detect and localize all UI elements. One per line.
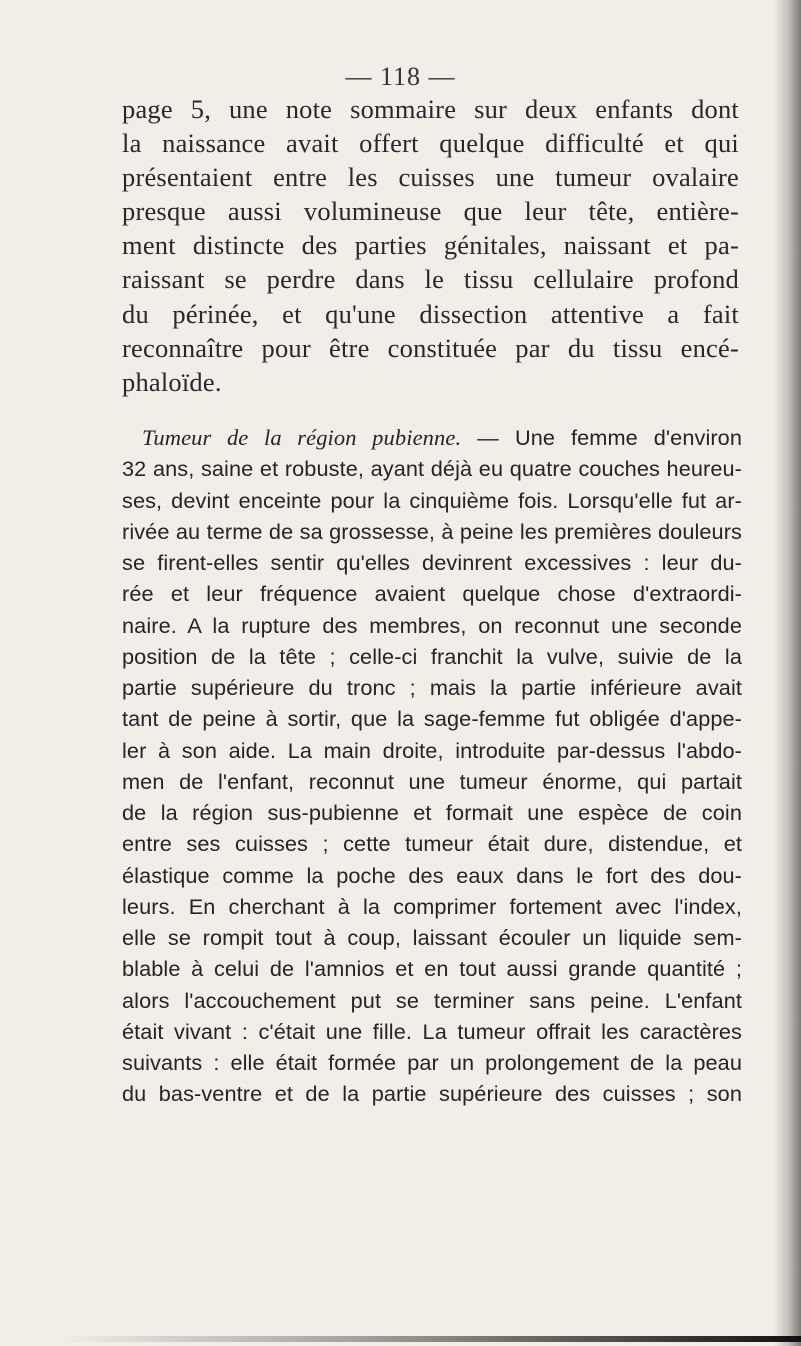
paragraph-2-line: leurs. En cherchant à la comprimer fortement avec l'index, [122,893,742,919]
paragraph-2-line: 32 ans, saine et robuste, ayant déjà eu quatre couches heureu- [122,456,742,482]
paragraph-2-line: men de l'enfant, reconnut une tumeur énorme, qui partait [122,768,742,794]
paragraph-2-line: tant de peine à sortir, que la sage-femme fut obligée d'appe- [122,706,742,732]
paragraph-2-line: se firent-elles sentir qu'elles devinrent excessives : leur du- [122,550,742,575]
paragraph-1-line: reconnaître pour être constituée par du tissu encé- [122,332,739,363]
paragraph-1-line: du périnée, et qu'une dissection attentive a fait [122,298,739,329]
bottom-edge-shadow [60,1336,801,1342]
section-heading: Tumeur de la région pubienne. [142,425,462,450]
paragraph-1-line: présentaient entre les cuisses une tumeur ovalaire [122,162,739,193]
paragraph-2-line: rée et leur fréquence avaient quelque chose d'extraordi- [122,581,742,607]
paragraph-1-line: raissant se perdre dans le tissu cellulaire profond [122,264,739,295]
paragraph-2-line: de la région sus-pubienne et formait une espèce de coin [122,800,742,825]
paragraph-2 [122,422,742,1110]
page-number: — 118 — [345,62,456,91]
paragraph-2-line: suivants : elle était formée par un prolongement de la peau [122,1050,742,1075]
paragraph-2-line: blable à celui de l'amnios et en tout aussi grande quantité ; [122,956,742,982]
paragraph-2-line: naire. A la rupture des membres, on reconnut une seconde [122,612,742,638]
paragraph-1-line: presque aussi volumineuse que leur tête, entière- [122,196,739,227]
paragraph-2-line: était vivant : c'était une fille. La tumeur offrait les caractères [122,1018,742,1044]
paragraph-2-line: entre ses cuisses ; cette tumeur était dure, distendue, et [122,831,742,857]
paragraph-1 [122,92,739,399]
page-edge-shadow [773,0,801,1346]
paragraph-2-line: elle se rompit tout à coup, laissant écouler un liquide sem- [122,925,742,950]
paragraph-2-line: partie supérieure du tronc ; mais la partie inférieure avait [122,675,742,700]
paragraph-2-line: position de la tête ; celle-ci franchit la vulve, suivie de la [122,643,742,669]
paragraph-2-line: ses, devint enceinte pour la cinquième fois. Lorsqu'elle fut ar- [122,487,742,513]
paragraph-2-line: ler à son aide. La main droite, introduite par-dessus l'abdo- [122,737,742,763]
paragraph-2-line: du bas-ventre et de la partie supérieure des cuisses ; son [122,1081,742,1107]
paragraph-2-first-line [122,422,742,453]
paragraph-1-line: page 5, une note sommaire sur deux enfants dont [122,94,739,124]
paragraph-2-line: rivée au terme de sa grossesse, à peine les premières douleurs [122,518,742,544]
paragraph-1-line: la naissance avait offert quelque difficulté et qui [122,128,739,159]
paragraph-2-first-line-rest: — Une femme d'environ [461,425,743,450]
paragraph-1-line: phaloïde. [122,366,222,397]
paragraph-2-line: alors l'accouchement put se terminer sans peine. L'enfant [122,987,742,1013]
paragraph-2-line: élastique comme la poche des eaux dans le fort des dou- [122,862,742,888]
paragraph-1-line: ment distincte des parties génitales, naissant et pa- [122,230,739,261]
